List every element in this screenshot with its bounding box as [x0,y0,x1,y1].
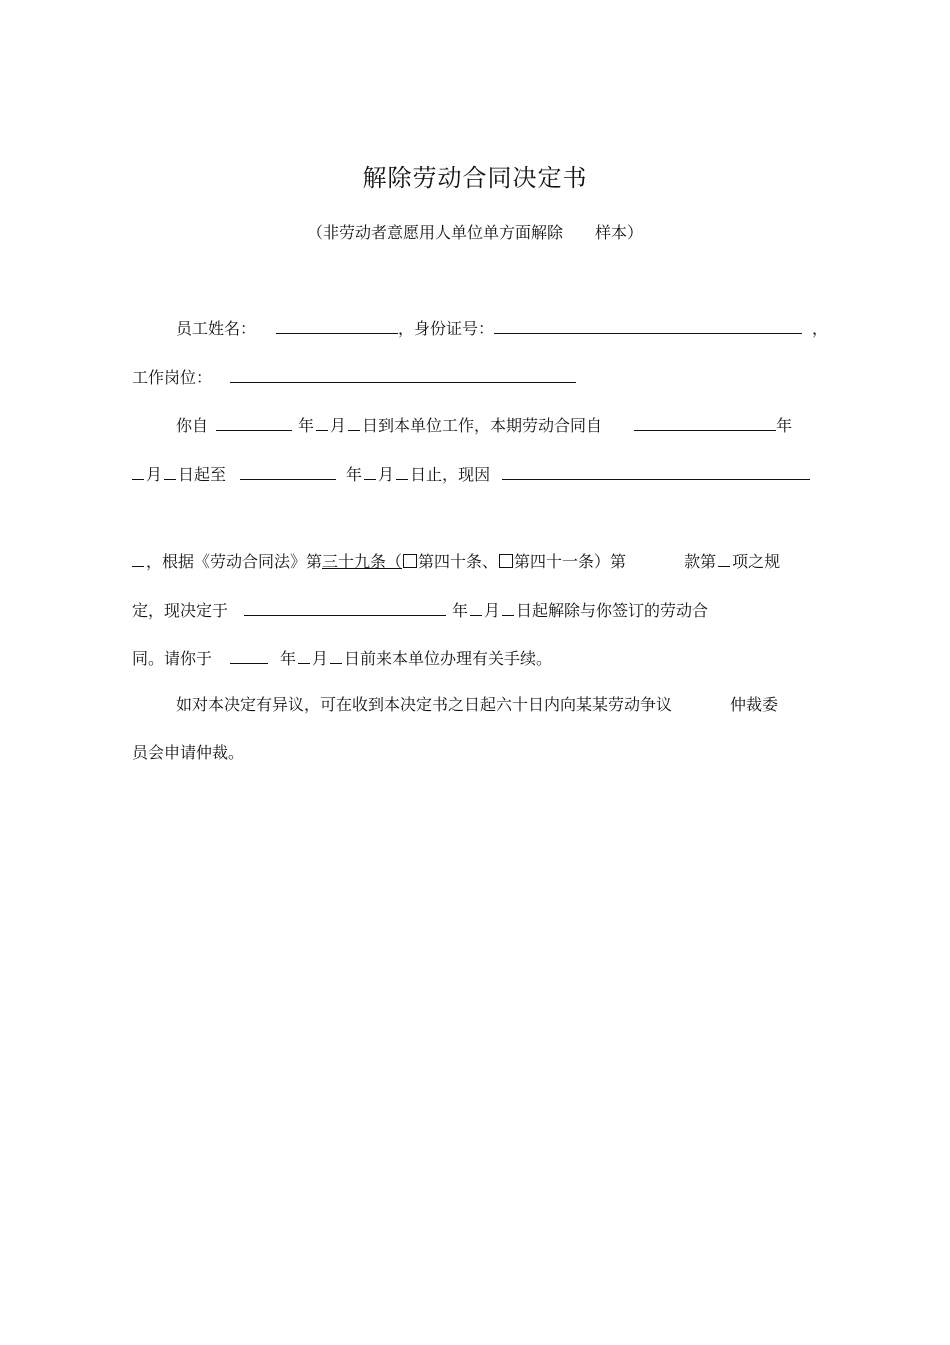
day-blank[interactable] [164,470,176,480]
text: 年 [280,649,297,668]
comma: ， [812,319,829,338]
text: 员会申请仲裁。 [132,743,245,762]
text: 年 [776,416,793,435]
text: 仲裁委 [730,695,779,714]
text: 日前来本单位办理有关手续。 [344,649,553,668]
paragraph3-line2 [132,742,244,764]
paragraph1-line2 [132,464,810,486]
day-blank[interactable] [502,606,514,616]
checkbox-article-40[interactable] [403,554,417,568]
text: 第四十一条）第 [514,552,627,571]
position-line [132,367,576,389]
text: 日起解除与你签订的劳动合 [516,601,709,620]
paragraph2-line3 [132,648,552,670]
text: 年 [452,601,469,620]
reason-continuation-blank[interactable] [132,557,144,567]
day-blank[interactable] [330,654,342,664]
text: 日止，现因 [410,465,491,484]
text: 第四十条、 [418,552,499,571]
text: 月 [378,465,395,484]
text: 项之规 [732,552,781,571]
employee-info-line [176,318,828,340]
text: 日起至 [178,465,227,484]
month-blank[interactable] [364,470,376,480]
termination-year-blank[interactable] [244,601,446,616]
paragraph3-line1 [176,694,778,716]
day-blank[interactable] [348,421,360,431]
month-blank[interactable] [316,421,328,431]
text: 同。请你于 [132,649,213,668]
item-blank[interactable] [718,557,730,567]
article-39: 三十九条（ [322,552,403,571]
comma: ， [398,319,415,338]
text: 日到本单位工作，本期劳动合同自 [362,416,603,435]
text: ，根据《劳动合同法》第 [146,552,323,571]
checkbox-article-41[interactable] [499,554,513,568]
text: 如对本决定有异议，可在收到本决定书之日起六十日内向某某劳动争议 [176,695,673,714]
text: 年 [346,465,363,484]
paragraph2-line1 [132,551,780,573]
employee-name-blank[interactable] [276,319,398,334]
text: 月 [484,601,501,620]
contract-start-year-blank[interactable] [634,416,776,431]
contract-end-year-blank[interactable] [240,465,336,480]
employee-name-label: 员工姓名： [176,319,257,338]
text: 款第 [684,552,717,571]
reason-blank[interactable] [502,465,810,480]
id-number-blank[interactable] [494,319,802,334]
start-year-blank[interactable] [216,416,292,431]
text: 月 [146,465,163,484]
document-title: 解除劳动合同决定书 [362,164,588,192]
month-blank[interactable] [132,470,144,480]
text: 定，现决定于 [132,601,229,620]
paragraph1-line1 [176,415,792,437]
handover-year-blank[interactable] [230,649,268,664]
text: 你自 [176,416,209,435]
day-blank[interactable] [396,470,408,480]
position-blank[interactable] [230,368,576,383]
month-blank[interactable] [298,654,310,664]
document-subtitle: （非劳动者意愿用人单位单方面解除 样本） [306,223,643,242]
text: 月 [330,416,347,435]
text: 年 [298,416,315,435]
paragraph2-line2 [132,600,708,622]
month-blank[interactable] [470,606,482,616]
text: 月 [312,649,329,668]
position-label: 工作岗位： [132,368,213,387]
id-number-label: 身份证号： [414,319,495,338]
